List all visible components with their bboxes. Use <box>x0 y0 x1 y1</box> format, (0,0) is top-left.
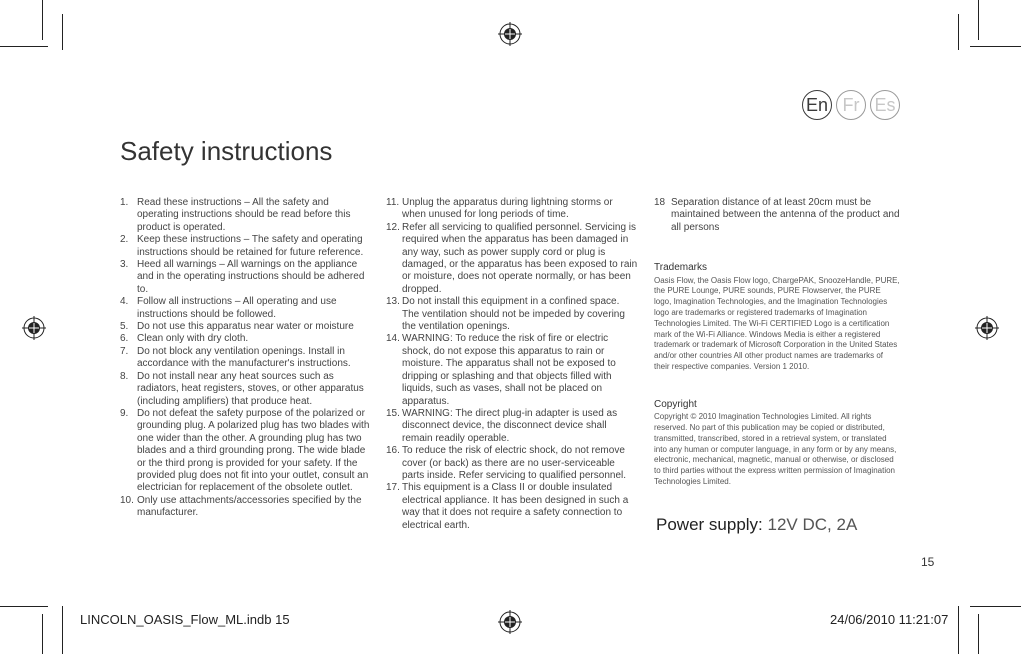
instruction-number: 16. <box>386 445 400 457</box>
instruction-number: 18 <box>654 197 666 208</box>
instruction-number: 7. <box>120 345 129 357</box>
instruction-text: Heed all warnings – All warnings on the appliance and in the operating instructions should be adhered to. <box>137 259 365 295</box>
instruction-number: 1. <box>120 197 129 208</box>
instructions-column-2 <box>386 197 638 532</box>
instruction-number: 15. <box>386 407 400 419</box>
instruction-item <box>120 333 372 345</box>
instruction-item <box>386 222 638 296</box>
instruction-number: 3. <box>120 259 129 271</box>
instruction-item <box>120 495 372 520</box>
instruction-text: Clean only with dry cloth. <box>137 333 249 345</box>
language-selector <box>802 90 900 120</box>
language-en: En <box>802 90 832 120</box>
instruction-item <box>386 408 638 445</box>
trademarks-title: Trademarks <box>654 262 707 274</box>
instruction-item <box>386 482 638 532</box>
instruction-text: Read these instructions – All the safety and operating instructions should be read before this product is operated. <box>137 197 351 233</box>
instruction-item <box>120 408 372 495</box>
page-title: Safety instructions <box>120 136 333 166</box>
instruction-number: 14. <box>386 333 400 345</box>
instruction-number: 2. <box>120 234 129 246</box>
slug-filename: LINCOLN_OASIS_Flow_ML.indb 15 <box>80 612 290 627</box>
instruction-text: Separation distance of at least 20cm must be maintained between the antenna of the product and all persons <box>671 197 900 233</box>
copyright-body: Copyright © 2010 Imagination Technologies Limited. All rights reserved. No part of this publication may be copied or distributed, transmitted, transcribed, stored in a retrieval system, or translated into any human or computer language, in any form or by any means, electronic, mechanical, magnetic, manual or otherwise, or disclosed to third parties without the express written permission of Imagination Technologies Limited. <box>654 412 897 486</box>
instruction-item <box>120 296 372 321</box>
instruction-text: Unplug the apparatus during lightning storms or when unused for long periods of time. <box>402 197 613 221</box>
language-es: Es <box>870 90 900 120</box>
instructions-column-3 <box>654 197 900 488</box>
instruction-number: 5. <box>120 321 129 333</box>
registration-mark-top-icon <box>498 22 522 46</box>
instruction-text: Do not use this apparatus near water or moisture <box>137 321 354 333</box>
instruction-item <box>386 197 638 222</box>
instruction-item <box>654 197 900 234</box>
instruction-text: Do not block any ventilation openings. Install in accordance with the manufacturer's instructions. <box>137 345 351 370</box>
instruction-item <box>120 234 372 259</box>
instruction-item <box>120 321 372 333</box>
instruction-number: 12. <box>386 221 400 233</box>
instruction-item <box>386 445 638 482</box>
instructions-column-1 <box>120 197 372 520</box>
instruction-item <box>120 371 372 408</box>
instruction-text: WARNING: The direct plug-in adapter is used as disconnect device, the disconnect device shall remain readily operable. <box>402 407 618 444</box>
instruction-number: 9. <box>120 407 129 419</box>
instruction-number: 8. <box>120 370 129 382</box>
registration-mark-right-icon <box>975 316 999 340</box>
instruction-item <box>120 197 372 234</box>
instruction-text: This equipment is a Class II or double insulated electrical appliance. It has been designed in such a way that it does not require a safety connection to electrical earth. <box>402 482 629 531</box>
instruction-text: Do not install near any heat sources such as radiators, heat registers, stoves, or other apparatus (including amplifiers) that produce heat. <box>137 370 364 407</box>
instruction-item <box>120 346 372 371</box>
instruction-text: To reduce the risk of electric shock, do not remove cover (or back) as there are no user-serviceable parts inside. Refer servicing to qualified personnel. <box>402 445 627 481</box>
instruction-text: Refer all servicing to qualified personnel. Servicing is required when the apparatus has been damaged in any way, such as power supply cord or plug is damaged, or the apparatus has been exposed to rain or moisture, does not operate normally, or has been dropped. <box>402 221 638 295</box>
power-supply-label: Power supply: <box>656 515 763 534</box>
instruction-number: 17. <box>386 482 400 494</box>
instruction-number: 6. <box>120 333 129 345</box>
instruction-item <box>386 296 638 333</box>
instruction-number: 4. <box>120 296 129 308</box>
language-fr: Fr <box>836 90 866 120</box>
instruction-number: 11. <box>386 197 400 208</box>
power-supply-value: 12V DC, 2A <box>767 515 858 534</box>
instruction-number: 10. <box>120 494 134 506</box>
instruction-text: Do not defeat the safety purpose of the polarized or grounding plug. A polarized plug has two blades with one wider than the other. A grounding plug has two blades and a third grounding prong. The wide blade or the third prong is provided for your safety. If the provided plug does not fit into your outlet, consult an electrician for replacement of the obsolete outlet. <box>137 407 370 494</box>
instruction-text: Keep these instructions – The safety and operating instructions should be retained for future reference. <box>137 234 364 258</box>
instruction-text: Do not install this equipment in a confined space. The ventilation should not be impeded by covering the ventilation openings. <box>402 296 625 333</box>
trademarks-body: Oasis Flow, the Oasis Flow logo, ChargePAK, SnoozeHandle, PURE, the PURE Lounge, PURE sounds, PURE Flowserver, the PURE logo, Imagination Technologies, and the Imagination Technologies logo are trademarks or registered trademarks of Imagination Technologies Limited. The Wi-Fi CERTIFIED Logo is a certification mark of the Wi-Fi Alliance. Windows Media is either a registered trademark or trademark of Microsoft Corporation in the United States and/or other countries All other product names are trademarks of their respective companies. Version 1 2010. <box>654 275 900 371</box>
copyright-title: Copyright <box>654 398 697 410</box>
registration-mark-bottom-icon <box>498 610 522 634</box>
instruction-item <box>386 333 638 407</box>
instruction-text: WARNING: To reduce the risk of fire or electric shock, do not expose this apparatus to rain or moisture. The apparatus shall not be exposed to dripping or splashing and that objects filled with liquids, such as vases, shall not be placed on apparatus. <box>402 333 616 407</box>
instruction-item <box>120 259 372 296</box>
instruction-text: Follow all instructions – All operating and use instructions should be followed. <box>137 296 337 320</box>
power-supply <box>656 515 857 535</box>
registration-mark-left-icon <box>22 316 46 340</box>
page-number: 15 <box>921 555 935 569</box>
instruction-number: 13. <box>386 296 400 308</box>
instruction-text: Only use attachments/accessories specified by the manufacturer. <box>137 494 362 519</box>
slug-timestamp: 24/06/2010 11:21:07 <box>830 612 949 627</box>
